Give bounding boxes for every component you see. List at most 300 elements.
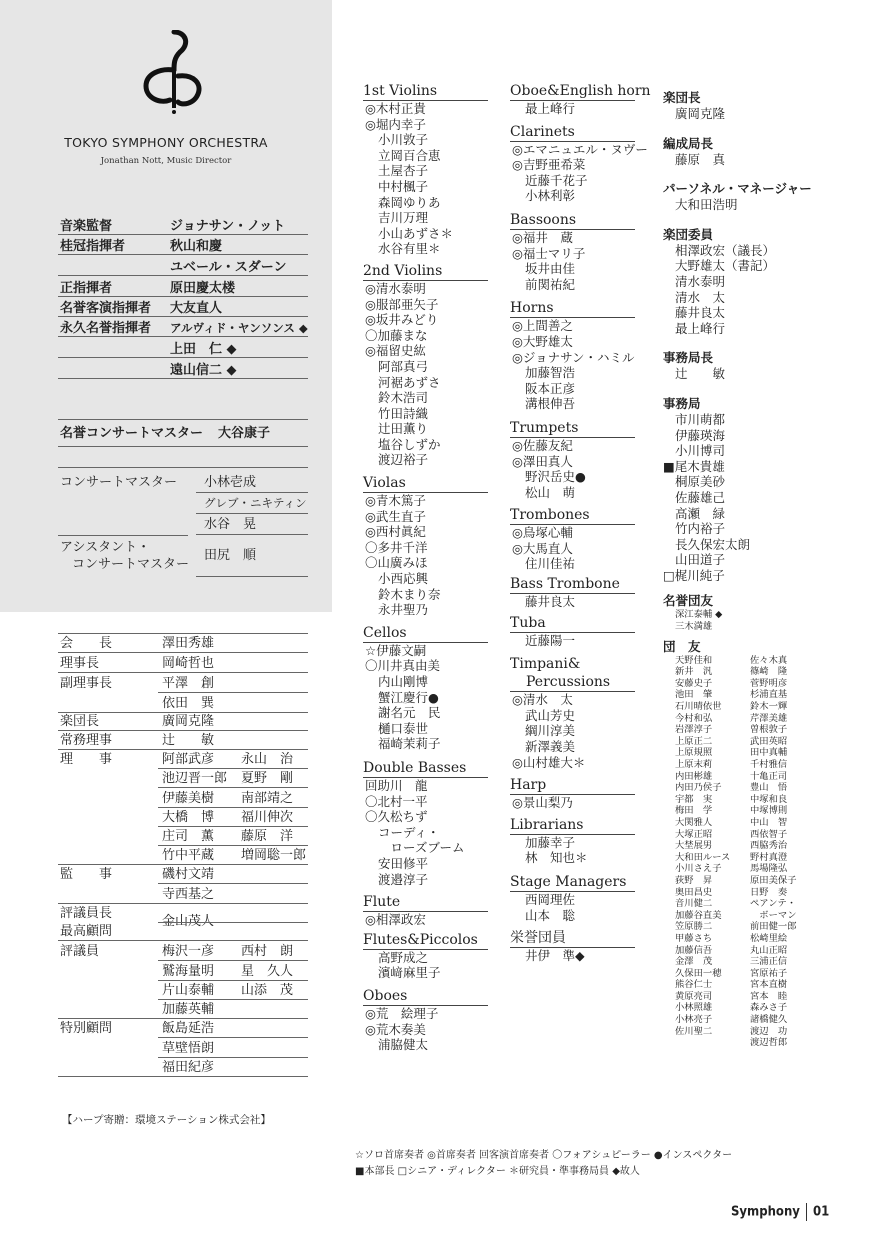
staff-name: 竹内裕子 (675, 521, 726, 537)
board-rule (158, 980, 308, 981)
danyu-name: 大塚正昭 (675, 828, 713, 840)
member-name: 松山 萌 (525, 484, 576, 500)
danyu-name: 宇都 実 (675, 793, 713, 805)
danyu-name: 原田美保子 (750, 874, 797, 886)
board-role: 常務理事 (60, 733, 113, 748)
danyu-name: 小川さえ子 (675, 863, 722, 875)
danyu-right (750, 655, 797, 1049)
member-name: 加藤幸子 (525, 834, 576, 850)
member-name: 高野成之 (378, 949, 429, 965)
section-rule (58, 446, 308, 447)
board-name: 池辺晋一郎 (162, 771, 228, 786)
member-name: ◎山村雄大＊ (512, 754, 586, 770)
danyu-name: 上原規照 (675, 747, 713, 759)
board-role: 理 事 (60, 752, 113, 767)
danyu-name: ペアンテ・ (750, 898, 797, 910)
member-name: 安田修平 (378, 855, 429, 871)
danyu-name: 宮本直樹 (750, 979, 788, 991)
staff-name: 廣岡克隆 (675, 106, 726, 121)
member-name: 小林利彰 (525, 188, 576, 204)
danyu-name: 十亀正司 (750, 770, 788, 782)
board-name: 寺西基之 (162, 887, 215, 902)
section-title: Timpani& (510, 656, 581, 673)
conductor-name: 秋山和慶 (170, 239, 223, 254)
conductor-name: 上田 仁 ◆ (170, 342, 237, 357)
member-name: ◎吉野亜希菜 (512, 157, 586, 173)
board-name-2: 増岡聡一郎 (241, 848, 307, 863)
member-name: 新澤義美 (525, 739, 576, 755)
danyu-name: 梅田 学 (675, 805, 713, 817)
staff-name: 佐藤雄己 (675, 489, 726, 505)
section-title: 1st Violins (363, 82, 488, 101)
member-name: 〇多井千洋 (365, 539, 428, 555)
section-title: Stage Managers (510, 873, 635, 892)
member-name: 鈴木まり奈 (378, 586, 441, 602)
musicians-column-2 (510, 82, 651, 972)
section-title: Trombones (510, 506, 635, 525)
staff-gap (663, 122, 812, 136)
danyu-name: 黄原亮司 (675, 990, 713, 1002)
member-name: ローズブーム (378, 840, 465, 856)
danyu-name: 西脇秀治 (750, 840, 788, 852)
danyu-name: 宮本 睦 (750, 990, 788, 1002)
board-name: 飯島延浩 (162, 1021, 215, 1036)
danyu-name: 小林亮子 (675, 1014, 713, 1026)
board-rule (58, 1018, 308, 1019)
conductor-role: 名誉客演指揮者 (60, 301, 152, 316)
danyu-name: 野村真澄 (750, 851, 788, 863)
board-rule (158, 883, 308, 884)
staff-name: 山田道子 (675, 552, 726, 568)
concertmaster-role: コンサートマスター (60, 475, 178, 490)
staff-name: 大和田浩明 (675, 197, 738, 213)
page-footer (731, 1203, 829, 1221)
danyu-list (663, 655, 812, 1075)
board-name: 澤田秀雄 (162, 636, 215, 651)
board-rule (158, 787, 308, 788)
danyu-name: 三浦正信 (750, 956, 788, 968)
danyu-name: 新井 汎 (675, 666, 713, 678)
staff-column (663, 90, 812, 1075)
concertmaster-name: 小林壱成 (204, 475, 257, 490)
orchestra-name: TOKYO SYMPHONY ORCHESTRA (64, 135, 268, 150)
page-number: 01 (812, 1204, 830, 1220)
staff-name: 藤原 真 (675, 151, 726, 167)
staff-name: ■尾木貴雄 (663, 458, 725, 474)
section-members (510, 438, 648, 500)
member-name: ◎坂井みどり (365, 312, 439, 328)
section-members (363, 950, 488, 981)
footer-divider (806, 1203, 807, 1221)
section-members (363, 1006, 488, 1053)
danyu-name: 渡辺 功 (750, 1025, 788, 1037)
board-role: 理事長 (60, 656, 100, 671)
member-name: 阿部真弓 (378, 358, 429, 374)
member-name: ◎景山梨乃 (512, 795, 573, 811)
board-role: 最高顧問 (60, 924, 113, 939)
staff-gap (663, 336, 812, 350)
danyu-name: 大和田ルース (675, 851, 731, 863)
section-members (510, 230, 648, 292)
section-rule (58, 467, 308, 468)
danyu-name: 杉浦直基 (750, 689, 788, 701)
section-members (510, 692, 648, 770)
danyu-name: 菅野明彦 (750, 677, 788, 689)
board-role: 評議員 (60, 944, 100, 959)
section-title: Clarinets (510, 123, 635, 142)
member-name: 蟹江慶行● (378, 689, 439, 705)
board-name: 廣岡克隆 (162, 714, 215, 729)
member-name: 樋口泰世 (378, 720, 429, 736)
orchestra-logo (140, 30, 204, 114)
section-members (363, 778, 488, 887)
board-rule (58, 749, 308, 750)
member-name: 坂井由佳 (525, 261, 576, 277)
member-name: 吉川万理 (378, 210, 429, 226)
board-role: 会 長 (60, 636, 113, 651)
board-rule (58, 633, 308, 634)
staff-title: 事務局長 (663, 350, 714, 366)
member-name: 近藤千花子 (525, 172, 588, 188)
section-gap (510, 866, 648, 873)
section-title: Tuba (510, 614, 635, 633)
harp-note: 【ハープ寄贈：環境ステーション株式会社】 (62, 1114, 271, 1126)
danyu-name: 渡辺哲郎 (750, 1037, 788, 1049)
section-rule (58, 535, 188, 536)
member-name: 内山剛博 (378, 674, 429, 689)
board-name: 岡崎哲也 (162, 656, 215, 671)
section-title: Flutes&Piccolos (363, 931, 488, 950)
member-name: ◎大馬直人 (512, 540, 573, 556)
staff-gap (663, 213, 812, 227)
member-name: ☆伊藤文嗣 (365, 642, 427, 658)
section-title: Double Basses (363, 759, 488, 778)
danyu-name: 大関雅人 (675, 816, 713, 828)
member-name: 住川佳祐 (525, 556, 576, 572)
conductor-role: 桂冠指揮者 (60, 239, 126, 254)
board-name-2: 星 久人 (241, 964, 294, 979)
board-rule (158, 807, 308, 808)
member-name: 謝名元 民 (378, 705, 441, 721)
assistant-cm-role-2: コンサートマスター (72, 557, 190, 572)
board-rule (158, 1057, 308, 1058)
board-name-2: 永山 治 (241, 752, 294, 767)
member-name: 〇北村一平 (365, 793, 428, 809)
conductor-role: 永久名誉指揮者 (60, 321, 152, 336)
section-title: Violas (363, 474, 488, 493)
member-name: ◎堀内幸子 (365, 116, 426, 132)
concertmaster-rule (196, 534, 308, 535)
board-rule (158, 922, 308, 923)
staff-name: 大野雄太（書記） (675, 258, 776, 274)
section-title: Cellos (363, 624, 488, 643)
danyu-left (675, 655, 730, 1038)
section-title: Trumpets (510, 419, 635, 438)
staff-name: 藤井良太 (675, 305, 726, 321)
danyu-name: 中山 智 (750, 816, 788, 828)
danyu-name: 内田彬雄 (675, 770, 713, 782)
board-rule (158, 845, 308, 846)
section-members (510, 835, 648, 866)
member-name: 〇山廣みほ (365, 555, 428, 571)
danyu-name: 日野 奏 (750, 886, 788, 898)
staff-gap (663, 382, 812, 396)
staff-gap (663, 167, 812, 181)
board-rule (158, 1037, 308, 1038)
board-rule (58, 903, 308, 904)
danyu-name: 武田英昭 (750, 735, 788, 747)
danyu-name: 豊山 悟 (750, 782, 788, 794)
danyu-name: 上原末莉 (675, 759, 713, 770)
section-gap (510, 648, 648, 655)
staff-name: 桐原美砂 (675, 474, 726, 490)
danyu-name: 甲藤さち (675, 932, 713, 944)
member-name: 水谷有里＊ (378, 241, 441, 257)
section-title: 栄誉団員 (510, 929, 635, 948)
assistant-cm-role-1: アシスタント・ (60, 540, 151, 555)
danyu-name: 宮原祐子 (750, 967, 788, 979)
danyu-name: 馬場隆弘 (750, 863, 788, 875)
staff-title: 楽団委員 (663, 226, 714, 242)
section-title: Librarians (510, 816, 635, 835)
danyu-name: 池田 肇 (675, 689, 713, 701)
conductor-name: 大友直人 (170, 301, 223, 316)
section-title: Flute (363, 893, 488, 912)
danyu-name: 大埜展男 (675, 840, 713, 852)
staff-name: 伊藤瑛海 (675, 427, 726, 443)
section-gap (510, 204, 648, 211)
board-rule (58, 730, 308, 731)
section-members (510, 892, 648, 923)
staff-title: 楽団長 (663, 90, 701, 105)
board-name: 草壁悟朗 (162, 1041, 215, 1056)
board-role: 監 事 (60, 867, 113, 882)
section-title: Bassoons (510, 211, 635, 230)
danyu-name: 篠崎 隆 (750, 666, 788, 678)
member-name: ◎福留史紘 (365, 343, 426, 359)
member-name: ◎木村正貴 (365, 101, 426, 116)
section-title: Bass Trombone (510, 575, 635, 594)
member-name: 河裾あずさ (378, 374, 441, 390)
section-title: Oboe&English horn (510, 83, 651, 99)
member-name: ◎福井 蔵 (512, 229, 573, 245)
danyu-name: 金澤 茂 (675, 956, 713, 968)
member-name: ◎エマニュエル・ヌヴー (512, 141, 648, 157)
member-name: 近藤陽一 (525, 632, 576, 648)
board-rule (158, 826, 308, 827)
section-gap (363, 1053, 488, 1061)
concertmaster-rule (196, 492, 308, 493)
member-name: ◎服部亜矢子 (365, 296, 439, 312)
member-name: 鈴木浩司 (378, 390, 429, 406)
board-name: 庄司 薫 (162, 829, 215, 844)
section-title: Oboes (363, 987, 488, 1006)
danyu-name: 曽根敦子 (750, 724, 788, 736)
section-rule (196, 576, 308, 577)
danyu-name: 中塚和良 (750, 793, 788, 805)
danyu-name: 鈴木一輝 (750, 701, 788, 713)
member-name: ◎福士マリ子 (512, 245, 586, 261)
board-name: 梅沢一彦 (162, 944, 215, 959)
section-members (510, 633, 648, 649)
member-name: ◎ジョナサン・ハミル (512, 349, 635, 365)
staff-name: 小川博司 (675, 443, 726, 459)
danyu-name: 森みさ子 (750, 1002, 788, 1014)
danyu-name: 佐川聖二 (675, 1025, 713, 1037)
member-name: ◎荒 絵理子 (365, 1005, 439, 1021)
conductor-name: 遠山信二 ◆ (170, 363, 237, 378)
section-rule (58, 419, 308, 420)
member-name: 永井聖乃 (378, 602, 429, 618)
board-name: 平澤 創 (162, 676, 215, 691)
danyu-name: 加藤信吾 (675, 944, 713, 956)
meiyo-title: 名誉団友 (663, 593, 714, 609)
member-name: 〇久松ちず (365, 809, 428, 825)
staff-title: 事務局 (663, 395, 701, 411)
honorary-cm-name: 大谷康子 (218, 426, 271, 441)
concertmaster-rule (196, 513, 308, 514)
conductor-name: 原田慶太楼 (170, 281, 236, 296)
board-name: 磯村文靖 (162, 867, 215, 882)
member-name: 阪本正彦 (525, 380, 576, 396)
board-rule (58, 672, 308, 673)
member-name: 回助川 龍 (365, 777, 428, 793)
staff-name: 市川萌都 (675, 411, 726, 427)
danyu-name: 安藤史子 (675, 677, 713, 689)
member-name: 小川敦子 (378, 132, 429, 148)
staff-name: 清水 太 (675, 289, 726, 305)
danyu-name: 松崎里絵 (750, 932, 788, 944)
board-name: 辻 敏 (162, 733, 215, 748)
section-title: 2nd Violins (363, 262, 488, 281)
board-rule (158, 999, 308, 1000)
board-name: 鷲海量明 (162, 964, 215, 979)
music-director-line: Jonathan Nott, Music Director (100, 156, 232, 166)
member-name: 小西応興 (378, 571, 429, 587)
member-name: ◎荒木奏美 (365, 1021, 426, 1037)
member-name: ◎武生直子 (365, 508, 426, 524)
legend-line-2: ■本部長 □シニア・ディレクター ＊研究員・準事務局員 ◆故人 (355, 1166, 640, 1177)
board-name: 加藤英輔 (162, 1002, 215, 1017)
board-name-2: 夏野 剛 (241, 771, 294, 786)
member-name: 野沢岳史● (525, 469, 586, 485)
member-name: 中村楓子 (378, 178, 429, 194)
board-name-2: 南部靖之 (241, 791, 294, 806)
member-name: 加藤智浩 (525, 365, 576, 381)
legend-line-1: ☆ソロ首席奏者 ◎首席奏者 回客演首席奏者 〇フォアシュピーラー ●インスペクター (355, 1150, 733, 1161)
danyu-name: 天野佳和 (675, 654, 713, 666)
section-gap (510, 292, 648, 299)
section-members (363, 493, 488, 618)
danyu-name: 荻野 昇 (675, 874, 713, 886)
danyu-name: 石川晴依世 (675, 701, 722, 713)
member-name: ◎西村眞紀 (365, 524, 426, 540)
section-members (510, 948, 648, 964)
conductor-role: 正指揮者 (60, 281, 113, 296)
danyu-name: 芹澤美雄 (750, 712, 788, 724)
staff-name: 清水泰明 (675, 273, 726, 289)
danyu-name: 西依智子 (750, 828, 788, 840)
member-name: 前関祐紀 (525, 276, 576, 292)
member-name: ◎清水 太 (512, 692, 573, 708)
danyu-name: 丸山正昭 (750, 944, 788, 956)
section-members (363, 643, 488, 752)
member-name: 武山芳史 (525, 707, 576, 723)
board-name: 阿部武彦 (162, 752, 215, 767)
member-name: 藤井良太 (525, 594, 576, 610)
board-name-2: 山添 茂 (241, 983, 294, 998)
board-rule (58, 652, 308, 653)
member-name: 浦脇健太 (378, 1037, 429, 1053)
honorary-cm-role: 名誉コンサートマスター (60, 426, 204, 441)
danyu-name: 奥田昌史 (675, 886, 713, 898)
member-name: 林 知也＊ (525, 850, 588, 866)
board-rule (158, 768, 308, 769)
board-name: 片山泰輔 (162, 983, 215, 998)
staff-name: 辻 敏 (675, 366, 726, 382)
member-name: コーディ・ (378, 824, 440, 840)
board-name: 依田 巽 (162, 696, 215, 711)
staff-title: パーソネル・マネージャー (663, 181, 812, 197)
conductor-name: ユベール・スダーン (170, 260, 287, 275)
staff-name: 最上峰行 (675, 320, 726, 336)
section-title: Harp (510, 776, 635, 795)
staff-name: □梶川純子 (663, 567, 725, 583)
danyu-name: 諸橋健久 (750, 1014, 788, 1026)
section-members (363, 101, 488, 257)
board-role: 特別顧問 (60, 1021, 113, 1036)
member-name: 竹田詩織 (378, 405, 429, 421)
conductor-name: アルヴィド・ヤンソンス ◆ (170, 321, 308, 335)
section-gap (510, 412, 648, 419)
board-role: 評議員長 (60, 906, 113, 921)
member-name: ◎上間善之 (512, 318, 573, 334)
member-name: 綱川淳美 (525, 723, 576, 739)
danyu-title: 団 友 (663, 638, 701, 654)
danyu-name: ボーマン (750, 909, 797, 921)
staff-gap (663, 583, 812, 593)
danyu-name: 田中真輔 (750, 747, 788, 759)
member-name: 渡辺裕子 (378, 452, 429, 468)
board-role: 楽団長 (60, 714, 100, 729)
board-rule (158, 960, 308, 961)
member-name: 濱﨑麻里子 (378, 965, 441, 981)
member-name: 井伊 準◆ (525, 948, 585, 964)
section-members (363, 912, 488, 928)
section-members (510, 525, 648, 572)
assistant-cm-name: 田尻 順 (204, 548, 257, 563)
danyu-name: 内田乃侯子 (675, 782, 722, 794)
section-members (510, 101, 648, 117)
member-name: 小山あずさ＊ (378, 225, 454, 241)
section-gap (510, 964, 648, 972)
meiyo-name: 深江泰輔 ◆ (675, 609, 723, 621)
meiyo-name: 三木満雄 (675, 621, 713, 633)
board-name: 福田紀彦 (162, 1060, 215, 1075)
board-role: 副理事長 (60, 676, 113, 691)
member-name: ◎澤田真人 (512, 453, 573, 469)
concertmaster-name: グレブ・ニキティン (204, 496, 307, 510)
section-title: Horns (510, 299, 635, 318)
section-members (510, 318, 648, 412)
danyu-name: 上原正二 (675, 735, 713, 747)
board-name: 伊藤美樹 (162, 791, 215, 806)
danyu-name: 岩澤淳子 (675, 724, 713, 736)
danyu-name: 熊谷仁士 (675, 979, 713, 991)
member-name: 〇川井真由美 (365, 658, 441, 674)
danyu-name: 加藤谷直美 (675, 909, 722, 921)
board-rule (58, 864, 308, 865)
